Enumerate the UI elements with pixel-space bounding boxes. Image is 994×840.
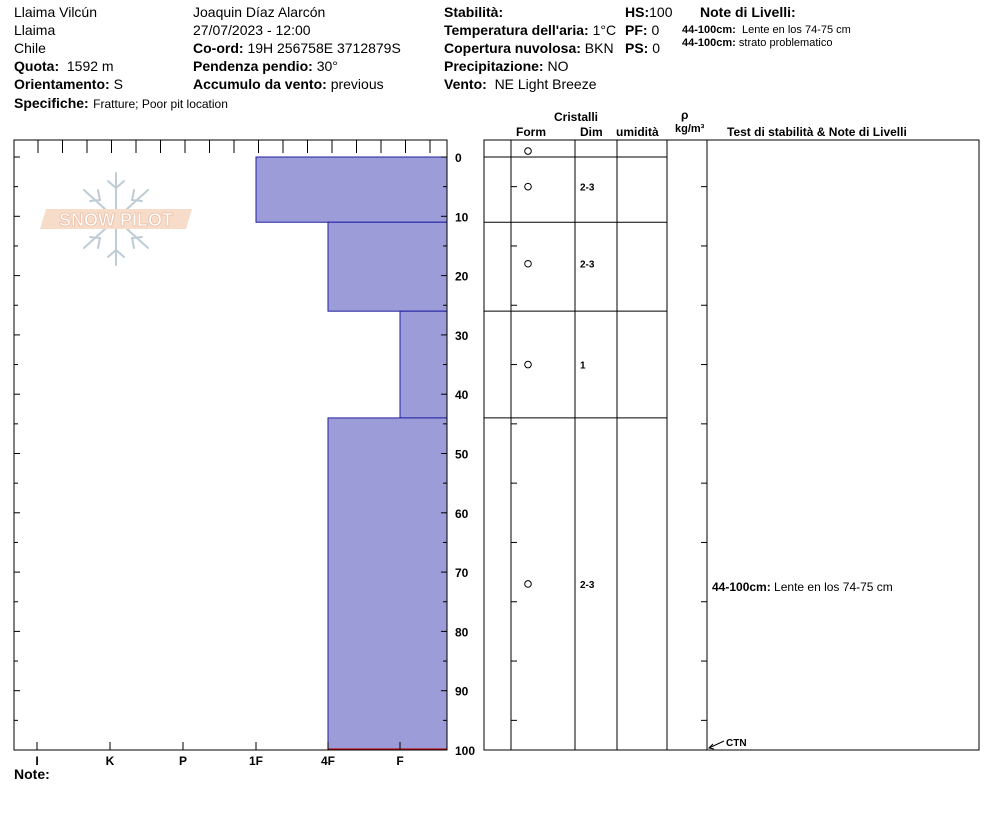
grain-form-symbol	[525, 183, 532, 190]
ps-value: 0	[652, 40, 661, 56]
precip-label: Precipitazione:	[444, 58, 544, 74]
stability-test-label: CTN	[726, 738, 747, 749]
layer-note-text: strato problematico	[738, 37, 833, 49]
depth-tick-label: 70	[455, 566, 469, 581]
coord-value: 19H 256758E 3712879S	[247, 40, 401, 56]
depth-tick-label: 40	[455, 388, 469, 403]
hs-value: 100	[649, 4, 673, 20]
crystals-header: Cristalli	[554, 110, 599, 124]
slope-label: Pendenza pendio:	[193, 58, 313, 74]
layer-note	[712, 580, 893, 594]
logo-text: SNOW PILOT	[59, 210, 173, 230]
coord-label: Co-ord:	[193, 40, 244, 56]
depth-tick-label: 80	[455, 625, 469, 640]
layer-note-range: 44-100cm:	[682, 24, 736, 36]
hardness-bar	[256, 157, 447, 222]
elevation-value: 1592 m	[66, 58, 114, 74]
depth-tick-label: 30	[455, 328, 469, 343]
hardness-bar	[328, 222, 447, 311]
layer-notes-title: Note di Livelli:	[700, 4, 796, 20]
layer-note-text: Lente en los 74-75 cm	[774, 579, 893, 594]
ps-label: PS:	[625, 40, 649, 56]
depth-tick-label: 20	[455, 269, 469, 284]
grain-size-label: 1	[580, 360, 586, 372]
hardness-scale-label: K	[105, 754, 115, 768]
depth-tick-label: 100	[455, 744, 476, 758]
density-unit: kg/m³	[675, 123, 705, 135]
hardness-bar	[328, 418, 447, 750]
layer-table-frame	[484, 140, 979, 750]
specifics-label: Specifiche:	[14, 95, 89, 111]
stability-label: Stabilità:	[444, 4, 504, 20]
pf-label: PF:	[625, 22, 648, 38]
layer-note-range: 44-100cm:	[712, 579, 775, 594]
hardness-scale-label: F	[396, 754, 404, 768]
grain-form-symbol	[525, 260, 532, 267]
moisture-header: umidità	[616, 125, 659, 139]
wind-label: Vento:	[444, 76, 487, 92]
grain-size-label: 2-3	[580, 579, 595, 591]
wind-loading-label: Accumulo da vento:	[193, 76, 327, 92]
region-name: Llaima	[14, 22, 56, 38]
observation-datetime: 27/07/2023 - 12:00	[193, 22, 311, 38]
snow-pilot-logo	[40, 173, 192, 265]
sky-value: BKN	[584, 40, 614, 56]
depth-tick-label: 60	[455, 506, 469, 521]
sky-label: Copertura nuvolosa:	[444, 40, 581, 56]
aspect-label: Orientamento:	[14, 76, 110, 92]
grain-size-label: 2-3	[580, 259, 595, 271]
location-name: Llaima Vilcún	[14, 4, 98, 20]
specifics-value: Fratture; Poor pit location	[93, 97, 228, 111]
depth-tick-label: 50	[455, 447, 469, 462]
air-temp-value: 1°C	[592, 22, 617, 38]
depth-tick-label: 90	[455, 684, 469, 699]
hs-label: HS:	[625, 4, 650, 20]
hardness-scale-label: 1F	[248, 754, 264, 768]
grain-form-symbol	[525, 148, 532, 155]
precip-value: NO	[547, 58, 569, 74]
aspect-value: S	[113, 76, 123, 92]
grain-form-symbol	[525, 581, 532, 588]
hardness-bar	[400, 311, 447, 418]
depth-tick-label: 0	[455, 151, 462, 165]
air-temp-label: Temperatura dell'aria:	[444, 22, 589, 38]
test-pointer-line	[709, 741, 724, 748]
size-header: Dim	[580, 125, 603, 139]
form-header: Form	[516, 125, 546, 139]
elevation-label: Quota:	[14, 58, 60, 74]
density-symbol: ρ	[681, 108, 689, 122]
depth-tick-label: 10	[455, 210, 469, 225]
observer-name: Joaquin Díaz Alarcón	[193, 4, 326, 20]
hardness-scale-label: I	[35, 754, 39, 768]
layer-note-range: 44-100cm:	[682, 37, 736, 49]
grain-form-symbol	[525, 361, 532, 368]
pf-value: 0	[651, 22, 660, 38]
wind-value: NE Light Breeze	[494, 76, 597, 92]
layer-note-text: Lente en los 74-75 cm	[741, 24, 851, 36]
hardness-scale-label: 4F	[320, 754, 336, 768]
hardness-scale-label: P	[178, 754, 188, 768]
country-name: Chile	[14, 40, 46, 56]
grain-size-label: 2-3	[580, 182, 595, 194]
wind-loading-value: previous	[330, 76, 384, 92]
tests-notes-header: Test di stabilità & Note di Livelli	[727, 125, 907, 139]
note-label: Note:	[14, 766, 50, 782]
slope-value: 30°	[316, 58, 338, 74]
